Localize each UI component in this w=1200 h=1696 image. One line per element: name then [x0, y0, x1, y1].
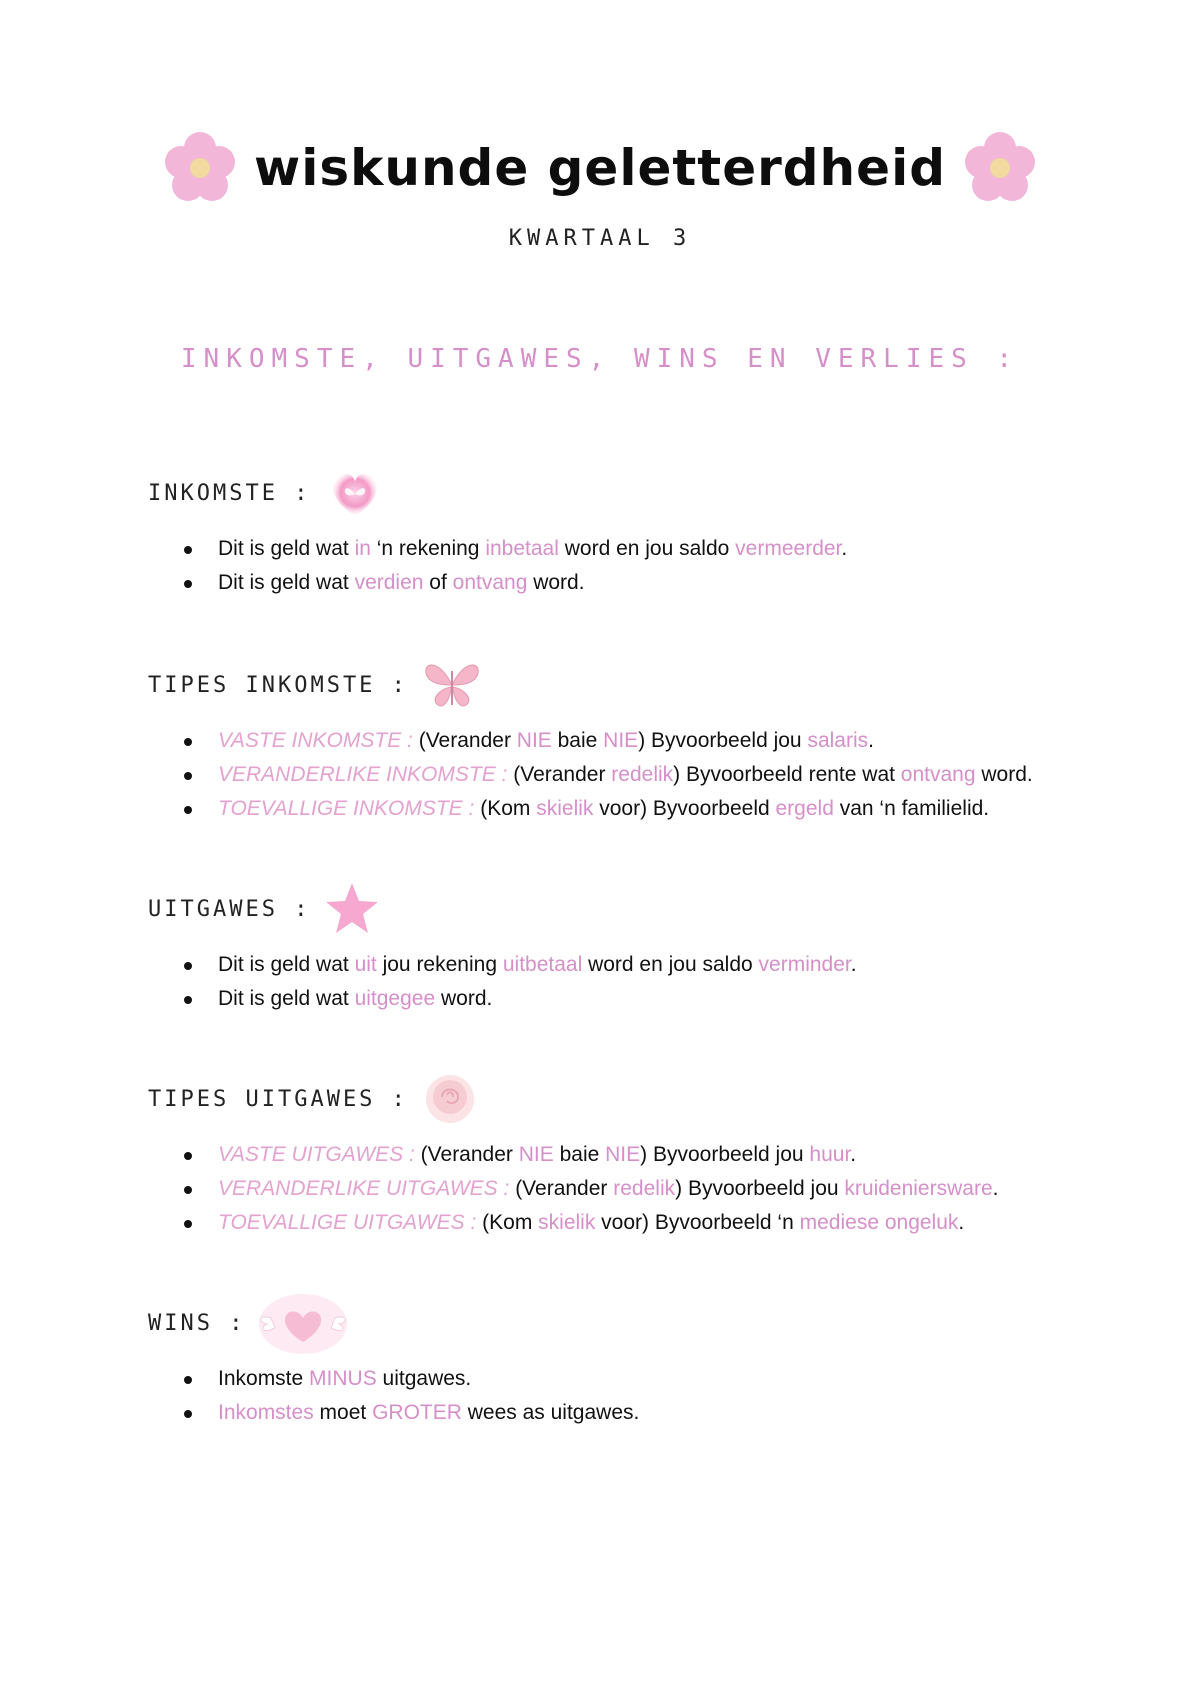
highlight-text: inbetaal — [485, 537, 559, 560]
item-label: TOEVALLIGE INKOMSTE : — [218, 797, 481, 820]
item-text: jou rekening — [376, 953, 503, 976]
item-text: (Verander — [515, 1177, 614, 1200]
list-item — [148, 792, 1108, 826]
section-tipes-inkomste — [148, 650, 1108, 826]
list-item — [148, 948, 1108, 982]
highlight-text: ontvang — [900, 763, 976, 786]
list-item — [148, 758, 1108, 792]
highlight-text: MINUS — [309, 1367, 377, 1390]
highlight-text: uitgegee — [354, 987, 436, 1010]
item-label: VERANDERLIKE UITGAWES : — [218, 1177, 516, 1200]
highlight-text: uitbetaal — [502, 953, 583, 976]
highlight-text: ontvang — [452, 571, 528, 594]
item-text: baie — [553, 1143, 606, 1166]
item-text: . — [958, 1211, 965, 1234]
list-item — [148, 724, 1108, 758]
highlight-text: NIE — [603, 729, 639, 752]
item-text: . — [841, 537, 848, 560]
list-item — [148, 1172, 1108, 1206]
highlight-text: NIE — [516, 729, 552, 752]
page-title: wiskunde geletterdheid — [254, 139, 946, 197]
winged-heart-icon — [253, 1288, 353, 1358]
list-item — [148, 566, 1108, 600]
item-text: (Verander — [513, 763, 612, 786]
section-heading — [148, 650, 1108, 720]
bullet-list — [148, 948, 1108, 1016]
item-text: Dit is geld wat — [218, 987, 355, 1010]
item-text: Dit is geld wat — [218, 953, 355, 976]
item-text: van ‘n familielid. — [833, 797, 990, 820]
bullet-list — [148, 1362, 1108, 1430]
item-text: uitgawes. — [376, 1367, 472, 1390]
item-label: VASTE UITGAWES : — [218, 1143, 421, 1166]
highlight-text: huur — [809, 1143, 851, 1166]
item-text: . — [850, 953, 857, 976]
highlight-text: verminder — [758, 953, 851, 976]
section-heading-label: WINS : — [148, 1310, 246, 1336]
item-text: Dit is geld wat — [218, 537, 355, 560]
item-label: VASTE INKOMSTE : — [218, 729, 419, 752]
subtitle: KWARTAAL 3 — [508, 226, 692, 251]
highlight-text: vermeerder — [735, 537, 842, 560]
highlight-text: NIE — [518, 1143, 554, 1166]
highlight-text: salaris — [807, 729, 869, 752]
item-text: of — [423, 571, 453, 594]
bullet-list — [148, 724, 1108, 826]
highlight-text: skielik — [538, 1211, 596, 1234]
item-label: TOEVALLIGE UITGAWES : — [218, 1211, 483, 1234]
butterfly-icon — [420, 657, 484, 713]
item-text: word. — [435, 987, 493, 1010]
item-text: ‘n rekening — [370, 537, 486, 560]
section-heading-label: UITGAWES : — [148, 896, 311, 922]
item-text: (Verander — [420, 1143, 519, 1166]
section-heading — [148, 458, 1108, 528]
section-uitgawes — [148, 874, 1108, 1016]
item-text: . — [850, 1143, 857, 1166]
section-tipes-uitgawes — [148, 1064, 1108, 1240]
item-text: ) Byvoorbeeld jou — [638, 729, 808, 752]
section-heading — [148, 874, 1108, 944]
item-text: moet — [313, 1401, 373, 1424]
list-item — [148, 1396, 1108, 1430]
item-text: word en jou saldo — [558, 537, 736, 560]
section-heading-label: INKOMSTE : — [148, 480, 311, 506]
item-text: word. — [527, 571, 585, 594]
list-item — [148, 532, 1108, 566]
highlight-text: NIE — [605, 1143, 641, 1166]
highlight-text: redelik — [613, 1177, 676, 1200]
highlight-text: verdien — [354, 571, 424, 594]
list-item — [148, 1206, 1108, 1240]
item-text: Dit is geld wat — [218, 571, 355, 594]
section-heading — [148, 1288, 1108, 1358]
item-text: word. — [975, 763, 1033, 786]
item-text: baie — [551, 729, 604, 752]
highlight-text: uit — [354, 953, 377, 976]
rose-icon — [420, 1071, 480, 1127]
item-text: wees as uitgawes. — [461, 1401, 640, 1424]
item-text: . — [992, 1177, 999, 1200]
highlight-text: ergeld — [775, 797, 834, 820]
item-text: ) Byvoorbeeld rente wat — [673, 763, 901, 786]
item-text: word en jou saldo — [582, 953, 759, 976]
item-text: (Kom — [480, 797, 537, 820]
highlight-text: skielik — [536, 797, 594, 820]
flower-icon — [960, 128, 1040, 208]
item-text: (Kom — [482, 1211, 539, 1234]
highlight-text: redelik — [611, 763, 674, 786]
section-heading-label: TIPES UITGAWES : — [148, 1086, 408, 1112]
section-wins — [148, 1288, 1108, 1430]
highlight-text: kruideniersware — [844, 1177, 993, 1200]
highlight-text: mediese ongeluk — [799, 1211, 959, 1234]
item-text: (Verander — [418, 729, 517, 752]
highlight-text: GROTER — [372, 1401, 462, 1424]
flower-icon — [160, 128, 240, 208]
section-inkomste — [148, 458, 1108, 600]
highlight-text: Inkomstes — [218, 1401, 314, 1424]
topic-heading: INKOMSTE, UITGAWES, WINS EN VERLIES : — [180, 344, 1020, 374]
title-row — [0, 128, 1200, 208]
list-item — [148, 982, 1108, 1016]
section-heading-label: TIPES INKOMSTE : — [148, 672, 408, 698]
item-text: ) Byvoorbeeld jou — [675, 1177, 845, 1200]
list-item — [148, 1362, 1108, 1396]
item-label: VERANDERLIKE INKOMSTE : — [218, 763, 514, 786]
item-text: voor) Byvoorbeeld ‘n — [595, 1211, 800, 1234]
bullet-list — [148, 1138, 1108, 1240]
highlight-text: in — [354, 537, 371, 560]
item-text: . — [868, 729, 874, 752]
pink-star-icon — [322, 879, 382, 939]
bullet-list — [148, 532, 1108, 600]
pink-heart-butterfly-icon — [322, 460, 388, 526]
item-text: Inkomste — [218, 1367, 310, 1390]
item-text: voor) Byvoorbeeld — [593, 797, 776, 820]
list-item — [148, 1138, 1108, 1172]
item-text: ) Byvoorbeeld jou — [640, 1143, 810, 1166]
section-heading — [148, 1064, 1108, 1134]
